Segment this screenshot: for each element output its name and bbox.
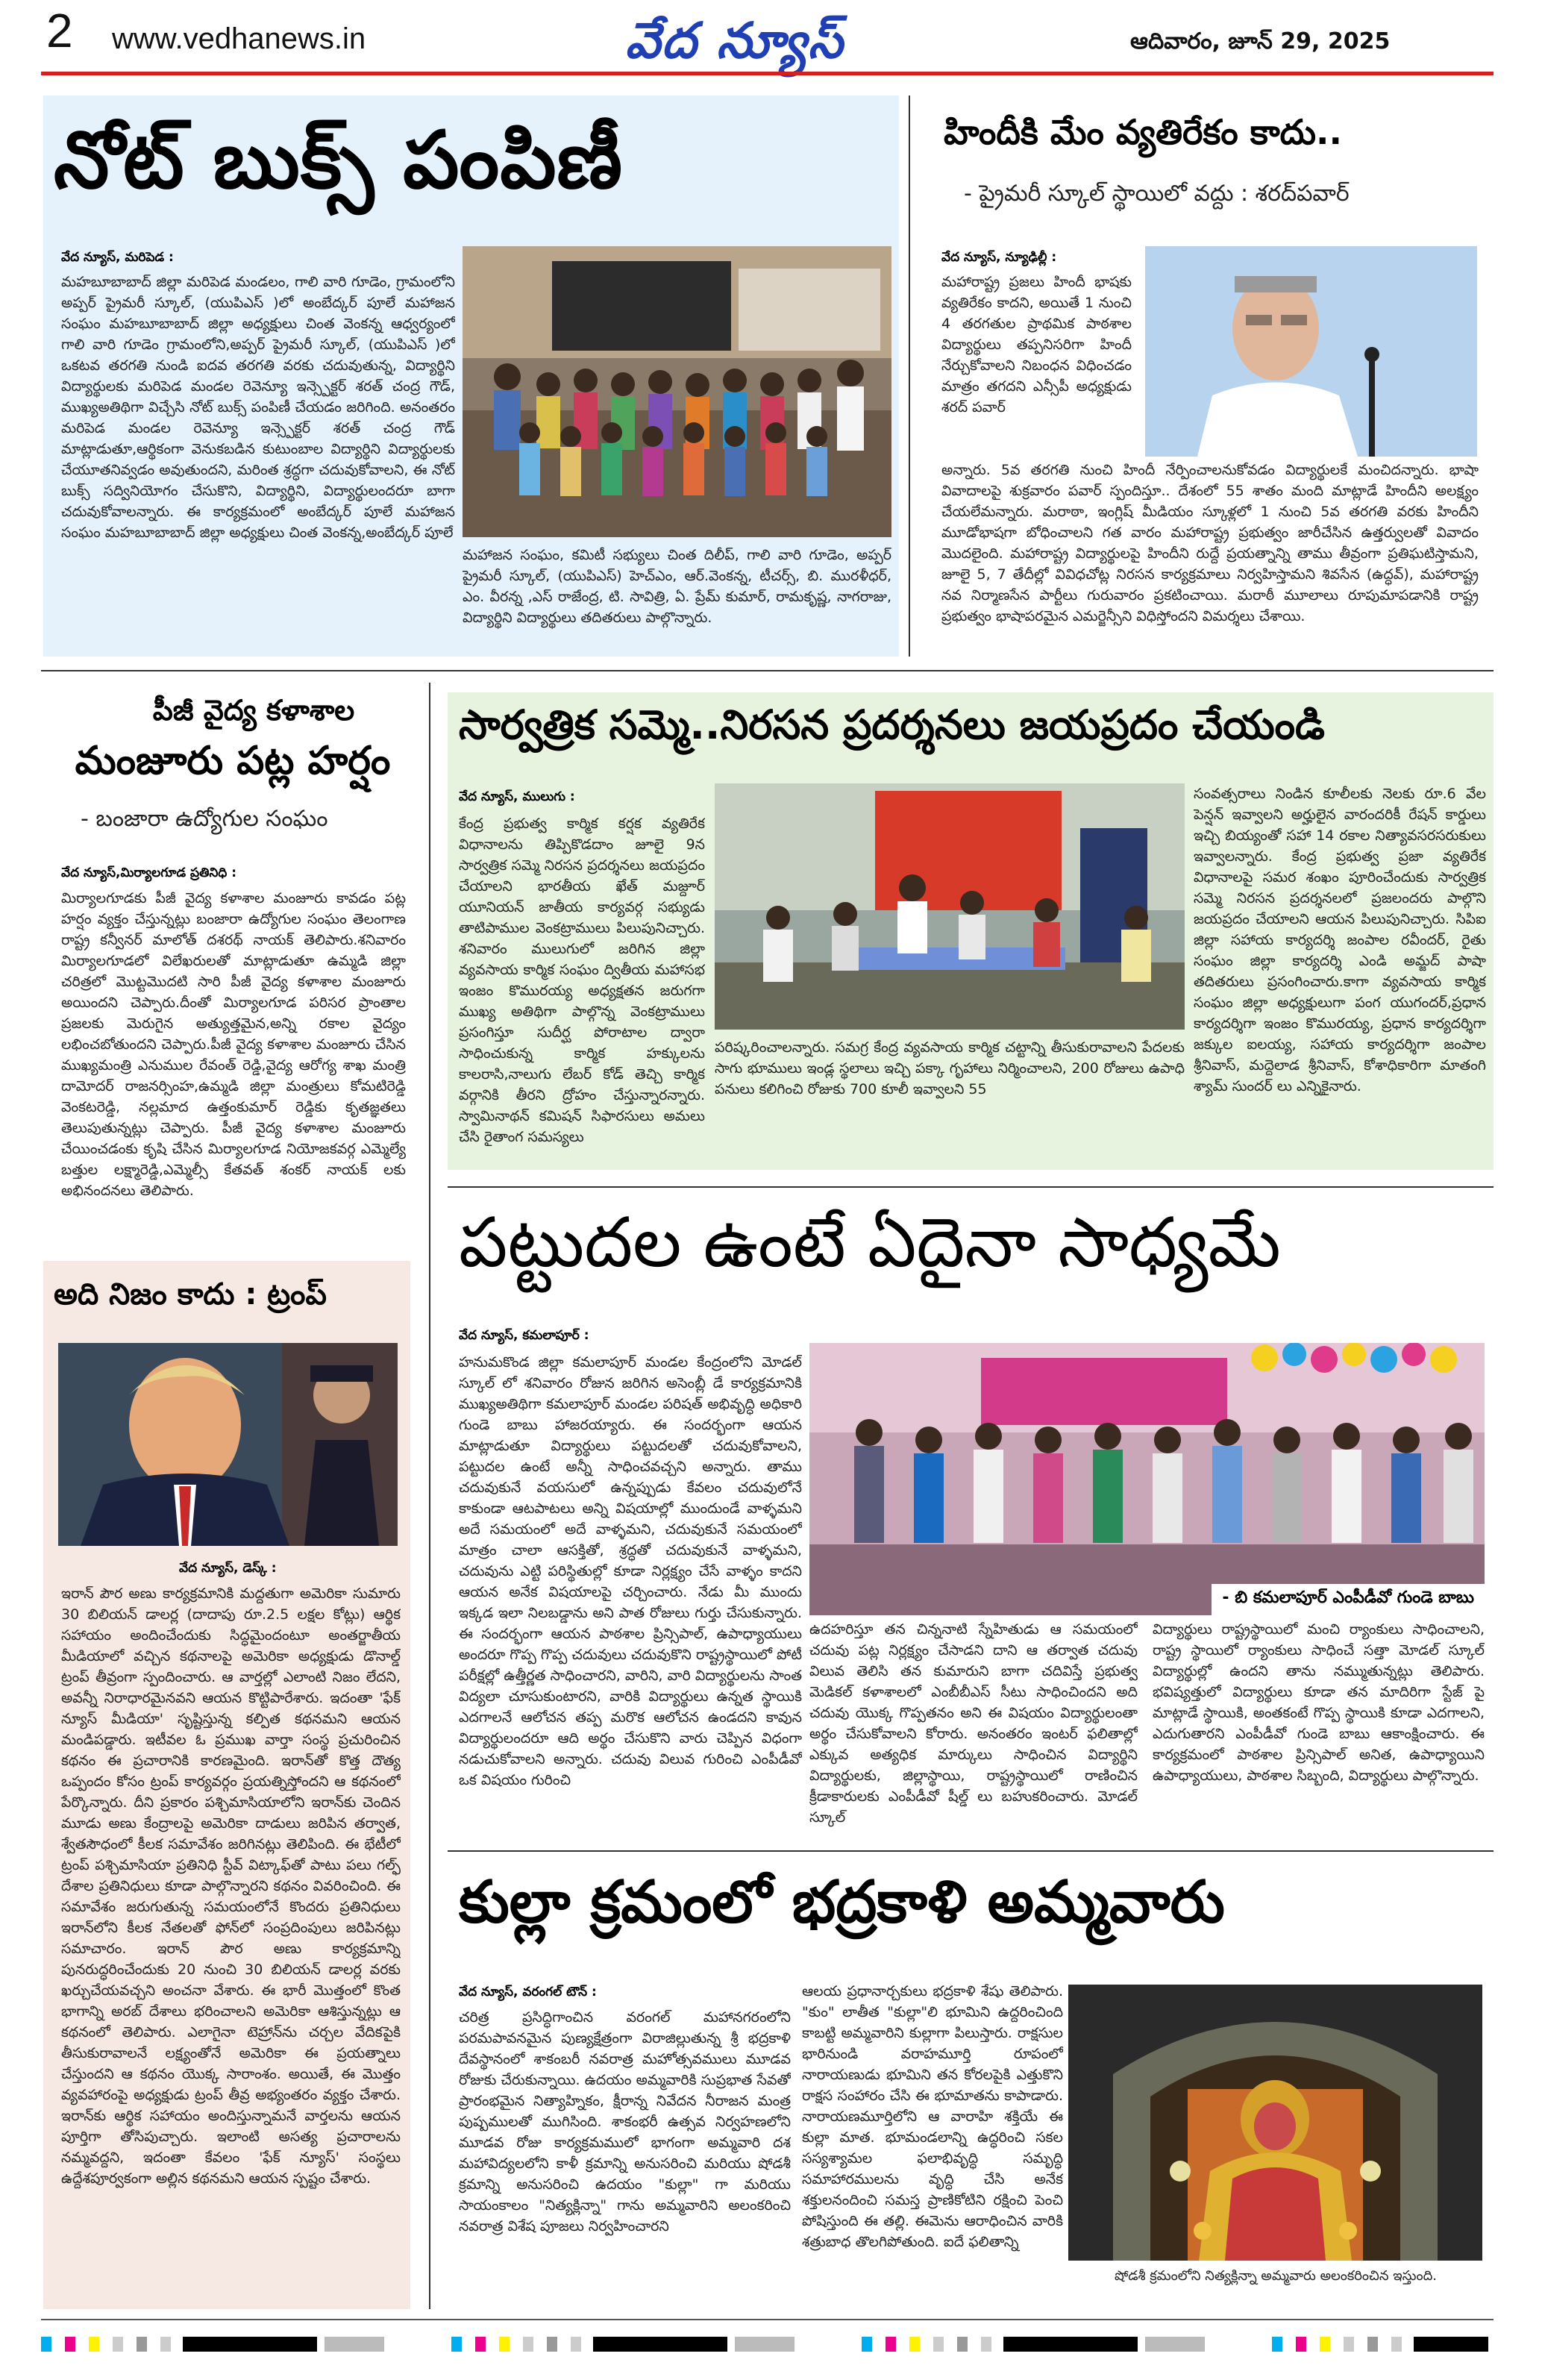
story-perseverance-headline: పట్టుదల ఉంటే ఏదైనా సాధ్యమే (459, 1203, 1281, 1283)
story-strike-dateline: వేద న్యూస్, ములుగు : (459, 789, 575, 804)
story-perseverance-body: హనుమకొండ జిల్లా కమలాపూర్ మండల కేంద్రంలోని మోడల్ స్కూల్ లో శనివారం రోజున జరిగిన అసెంబ్లీ డే కార్యక్రమానికి ముఖ్యఅతిథిగా కమలాపూర్ మండల పరిషత్ అభివృద్ధి అధికారి గుండె బాబు హాజరయ్యారు. ఈ సందర్భంగా ఆయన మాట్లాడుతూ విద్యార్థులు పట్టుదలతో చదువుకోవాలని, పట్టుదల ఉంటే అన్నీ సాధించవచ్చని అన్నారు. తాము చదువుకునే వయసులో ఉన్నప్పుడు కేవలం చదువులోనే కాకుండా ఆటపాటలు అన్ని విషయాల్లో ముందుండే వాళ్ళమని అదే సమయంలో అదే వాళ్ళమని, చదువుకునే సమయంలో మాత్రం చాలా ఆసక్తితో, శ్రద్ధతో చదువుకునే వాళ్ళమని, చదువును ఎట్టి పరిస్థితుల్లో కూడా నిర్లక్ష్యం చేసే వాళ్ళం కాదని ఆయన అనేక విషయాలపై చర్చించారు. నేడు మీ ముందు ఇక్కడ ఇలా నిలబడ్డాను అని పాత రోజులు గుర్తు చేసుకున్నారు. ఈ సందర్భంగా ఆయన పాఠశాల ప్రిన్సిపాల్, ఉపాధ్యాయులు అందరూ గొప్ప గొప్ప చదువులు చదువుకొని రాష్ట్రస్థాయిలో పోటీ పరీక్షల్లో ఉత్తీర్ణత సాధించారని, వారిని, వారి విద్యార్థులను సాంత విద్యలా చూసుకుంటారని, వారికి విద్యార్థులు ఉన్నత స్థాయికి ఎదగాలనే ఆలోచన తప్ప మరొక ఆలోచన ఉండదని కావున విద్యార్థులందరూ ఆది అర్థం చేసుకొని వారు చెప్పిన విధంగా నడుచుకోవాలని అన్నారు. చదువు విలువ గురించి ఎంపీడీవో ఒక విషయం గురించి (459, 1354, 802, 1788)
story-bhadrakali-dateline: వేద న్యూస్, వరంగల్ టౌన్ : (459, 1985, 597, 1999)
story-bhadrakali-body-mid: ఆలయ ప్రధానార్చకులు భద్రకాళి శేషు తెలిపారు. "కుం" లాతీత "కుల్లా"లి భూమిని ఉద్దరించింది కాబట్టి అమ్మవారిని కుల్లాగా పిలుస్తారు. రాక్షసుల భారినుండి వరాహమూర్తి రూపంలో నారాయణుడు భూమిని తన కోరలపైకి ఎత్తుకొని రాక్షస సంహారం చేసి ఈ భూమాతను కాపాడారు. నారాయణమూర్తిలోని ఆ వారాహి శక్తియే ఈ కుల్లా మాత. భూమండలాన్ని ఉద్ధరించి సకల సస్యశ్యామల ఫలాభివృద్ధి సమృద్ధి సమాహారములను వృద్ధి చేసి అనేక శక్తులనందించి సమస్త ప్రాణికోటిని రక్షించి పెంచి పోషిస్తుంది ఈ తల్లి. ఈమెను ఆరాధించిన వారికి శత్రుబాధ తొలగిపోతుంది. ఐదే ఫలితాన్ని (802, 1983, 1063, 2250)
story-strike-headline: సార్వత్రిక సమ్మె..నిరసన ప్రదర్శనలు జయప్రదం చేయండి (459, 701, 1326, 748)
strike-meeting-photo (715, 783, 1185, 1030)
story-strike-body: కేంద్ర ప్రభుత్వ కార్మిక కర్షక వ్యతిరేక విధానాలను తిప్పికొడదాం జూలై 9న సార్వత్రిక సమ్మె నిరసన ప్రదర్శనలు జయప్రదం చేయాలని భారతీయ ఖేత్ మజ్దూర్ యూనియన్ జాతీయ కార్యవర్గ సభ్యుడు తాటిపాముల వెంకట్రాములు పిలుపునిచ్చారు. శనివారం ములుగులో జరిగిన జిల్లా వ్యవసాయ కార్మిక సంఘం ద్వితీయ మహాసభ ఇంజం కొమురయ్య అధ్యక్షతన జరుగగా ముఖ్య అతిథిగా పాల్గొన్న వెంకట్రాములు ప్రసంగిస్తూ సుదీర్ఘ పోరాటాల ద్వారా సాధించుకున్న కార్మిక హక్కులను కాలరాసి,నాలుగు లేబర్ కోడ్ తెచ్చి కార్మిక వర్గానికి తీరని ద్రోహం చేస్తున్నారన్నారు. స్వామినాథన్ కమిషన్ సిఫారసులు అమలు చేసి రైతాంగ సమస్యలు (459, 815, 705, 1145)
story-hindi-body-cont: అన్నారు. 5వ తరగతి నుంచి హిందీ నేర్పించాలనుకోవడం విద్యార్థులకే మంచిదన్నారు. భాషా వివాదాలపై శుక్రవారం పవార్ స్పందిస్తూ.. దేశంలో 55 శాతం మంది మాట్లాడే హిందీని అలక్ష్యం చేయలేమన్నారు. మరాఠా, ఇంగ్లిష్ మీడియం స్కూళ్లలో 1 నుంచి 5వ తరగతి వరకు హిందీని మూడోభాషగా బోధించాలని గత వారం మహారాష్ట్ర ప్రభుత్వం జారీచేసిన ఉత్తర్వులతో వివాదం మొదలైంది. మహారాష్ట్ర విద్యార్థులపై హిందీని రుద్దే ప్రయత్నాన్ని తాము తీవ్రంగా ప్రతిఘటిస్తామని, జూలై 5, 7 తేదీల్లో వివిధచోట్ల నిరసన కార్యక్రమాలు నిర్వహిస్తామని శివసేన (ఉద్ధవ్), మహారాష్ట్ర నవ నిర్మాణసేన పార్టీలు గురువారం ప్రకటించాయి. మరాఠీ మూలాలు రూపుమాపడానికి రాష్ట్ర ప్రభుత్వం భాషాపరమైన ఎమర్జెన్సీని విధిస్తోందని విమర్శలు చేశాయి. (941, 462, 1479, 624)
story-hindi-headline: హిందీకి మేం వ్యతిరేకం కాదు.. (944, 112, 1342, 152)
story-pg-subhead: - బంజారా ఉద్యోగుల సంఘం (81, 806, 328, 832)
registration-strip (41, 2335, 1494, 2355)
story-hindi-subhead: - ప్రైమరీ స్కూల్ స్థాయిలో వద్దు : శరద్‌పవార్ (964, 181, 1350, 207)
mpdo-photo-caption: - బి కమలాపూర్ ఎంపీడీవో గుండె బాబు (1212, 1584, 1485, 1615)
story-perseverance-dateline: వేద న్యూస్, కమలాపూర్ : (459, 1328, 589, 1343)
footer-rule (41, 2319, 1494, 2320)
section-rule-1 (41, 670, 1494, 671)
story-strike-body-mid: పరిష్కరించాలన్నారు. సమగ్ర కేంద్ర వ్యవసాయ కార్మిక చట్టాన్ని తీసుకురావాలని పేదలకు సాగు భూములు ఇండ్ల స్థలాలు ఇచ్చి పక్కా గృహాలు నిర్మించాలని, 200 రోజులు ఉపాధి పనులు కలిగించి రోజుకు 700 కూలీ ఇవ్వాలని 55 (715, 1039, 1185, 1097)
story-trump-dateline: వేద న్యూస్, డెస్క్ : (179, 1561, 277, 1576)
students-with-notebooks-photo (463, 246, 891, 537)
story-notebooks-body: మహబూబాబాద్ జిల్లా మరిపెడ మండలం, గాలి వారి గూడెం, గ్రామంలోని అప్పర్ ప్రైమరీ స్కూల్, (యుపిఎస్ )లో అంబేద్కర్ పూలే మహాజన సంఘం మహబూబాబాద్ జిల్లా అధ్యక్షులు చింత వెంకన్న ఆధ్వర్యంలో గాలి వారి గూడెం గ్రామంలోని,అప్పర్ ప్రైమరీ స్కూల్, (యుపిఎస్ )లో ఒకటవ తరగతి నుండి ఐదవ తరగతి వరకు చదువుతున్న, విద్యార్థిని విద్యార్థులకు మరిపెడ మండల రెవెన్యూ ఇన్స్పెక్టర్ శరత్ చంద్ర గౌడ్, ముఖ్యఅతిథిగా విచ్చేసి నోట్ బుక్స్ పంపిణీ చేయడం జరిగింది. అనంతరం మరిపెడ మండల రెవెన్యూ ఇన్స్పెక్టర్ శరత్ చంద్ర గౌడ్ మాట్లాడుతూ,ఆర్థికంగా వెనుకబడిన కుటుంబాల విద్యార్థిని విద్యార్థులకు చేయూతనివ్వడం అవుతుందని, మరింత శ్రద్ధగా చదువుకోవాలని, ఈ నోట్ బుక్స్ సద్వినియోగం చేసుకొని, విద్యార్థిని, విద్యార్థులందరూ బాగా చదువుకోవాలన్నారు. ఈ కార్యక్రమంలో అంబేద్కర్ పూలే మహాజన సంఘం మహబూబాబాద్ జిల్లా అధ్యక్షులు చింత వెంకన్న,అంబేద్కర్ పూలే (61, 274, 455, 541)
story-pg-headline: మంజూరు పట్ల హర్షం (75, 739, 391, 783)
story-hindi-dateline: వేద న్యూస్, న్యూఢిల్లీ : (941, 250, 1057, 265)
story-notebooks-body-cont: మహాజన సంఘం, కమిటీ సభ్యులు చింత దిలీప్, గాలి వారి గూడెం, అప్పర్ ప్రైమరీ స్కూల్, (యుపిఎస్) హెచ్ఎం, ఆర్.వెంకన్న, టీచర్స్, బి. మురళీధర్, ఎం. వీరన్న ,ఎస్ రాజేంద్ర, టి. సావిత్రి, ఏ. ప్రేమ్ కుమార్, రామకృష్ణ, నాగరాజు, విద్యార్థిని విద్యార్థులు తదితరులు పాల్గొన్నారు. (463, 547, 891, 626)
sharad-pawar-photo (1145, 246, 1477, 457)
trump-photo (58, 1343, 398, 1546)
mpdo-school-event-photo (809, 1343, 1485, 1615)
story-pg-dateline: వేద న్యూస్,మిర్యాలగూడ ప్రతినిధి : (61, 865, 237, 880)
story-strike-body-right: సంవత్సరాలు నిండిన కూలీలకు నెలకు రూ.6 వేల పెన్షన్ ఇవ్వాలని అర్హులైన వారందరికీ రేషన్ కార్డులు ఇచ్చి బియ్యంతో సహా 14 రకాల నిత్యావసరసరుకులు ఇవ్వాలన్నారు. కేంద్ర ప్రభుత్వ ప్రజా వ్యతిరేక విధానాలపై సమర శంఖం పూరించేందుకు సార్వత్రిక సమ్మె నిరసన ప్రదర్శనలలో ప్రజలందరు పాల్గొని జయప్రదం చేయాలని ఆయన పిలుపునిచ్చారు. సిపిఐ జిల్లా సహాయ కార్యదర్శి జంపాల రవీందర్, రైతు సంఘం జిల్లా కార్యదర్శి ఎండి అమ్జద్ పాషా తదితరులు ప్రసంగించారు.కాగా వ్యవసాయ కార్మిక సంఘం జిల్లా అధ్యక్షులుగా పంగ యుగందర్,ప్రధాన కార్యదర్శిగా ఇంజం కొమురయ్య, ప్రధాన కార్యదర్శిగా జక్కుల ఐలయ్య, సహాయ కార్యదర్శిగా జంపాల శ్రీనివాస్, మద్దెలాడ శ్రీనివాస్, కోశాధికారిగా మాతంగి శ్యామ్ సుందర్ లు ఎన్నికైనారు. (1194, 786, 1486, 1095)
website-link[interactable]: www.vedhanews.in (112, 22, 366, 55)
story-bhadrakali-body: చరిత్ర ప్రసిద్ధిగాంచిన వరంగల్ మహానగరంలోని పరమపావనమైన పుణ్యక్షేత్రంగా విరాజిల్లుతున్న శ్రీ భద్రకాళి దేవస్థానంలో శాకంబరీ నవరాత్ర మహోత్సవములు మూడవ రోజుకు చేరుకున్నాయి. ఉదయం అమ్మవారికి సుప్రభాత సేవతో ప్రారంభమైన నిత్యాహ్నికం, క్షీరాన్న నివేదన నీరాజన మంత్ర పుష్పములతో ముగిసింది. శాకంభరీ ఉత్సవ నిర్వహణలోని మూడవ రోజు కార్యక్రమములో భాగంగా అమ్మవారి దశ మహావిద్యలలోని కాళీ క్రమాన్ని అనుసరించి మరియు షోడశీ క్రమాన్ని అనుసరించి ఉదయం "కుల్లా" గా మరియు సాయంకాలం "నిత్యక్లిన్నా" గాను అమ్మవారిని అలంకరించి నవరాత్ర విశేష పూజలు నిర్వహించారని (459, 2009, 791, 2235)
bhadrakali-goddess-photo (1068, 1985, 1482, 2261)
story-perseverance-body-right: విద్యార్థులు రాష్ట్రస్థాయిలో మంచి ర్యాంకులు సాధించాలని, రాష్ట్ర స్థాయిలో ర్యాంకులు సాధించే సత్తా మోడల్ స్కూల్ విద్యార్థుల్లో ఉందని తాను నమ్ముతున్నట్లు తెలిపారు. భవిష్యత్తులో విద్యార్థులు కూడా తన మాదిరిగా స్టేజ్ పై మాట్లాడే స్థాయికి, అంతకంటే గొప్ప స్థాయికి కూడా ఎదగాలని, ఎదుగుతారని ఎంపీడీవో గుండె బాబు ఆకాంక్షించారు. ఈ కార్యక్రమంలో పాఠశాల ప్రిన్సిపాల్ అనిత, ఉపాధ్యాయిని ఉపాధ్యాయులు, పాఠశాల సిబ్బంది, విద్యార్థులు పాల్గొన్నారు. (1153, 1621, 1485, 1784)
story-hindi-body: మహారాష్ట్ర ప్రజలు హిందీ భాషకు వ్యతిరేకం కాదని, అయితే 1 నుంచి 4 తరగతుల ప్రాథమిక పాఠశాల విద్యార్థులు తప్పనిసరిగా హిందీ నేర్చుకోవాలని నిబంధన విధించడం మాత్రం తగదని ఎన్సీపీ అధ్యక్షుడు శరద్ పవార్ (941, 274, 1132, 416)
story-notebooks-headline: నోట్ బుక్స్ పంపిణీ (54, 114, 624, 206)
column-divider-mid (429, 683, 430, 2309)
section-rule-2 (448, 1186, 1494, 1188)
section-rule-3 (448, 1850, 1494, 1852)
story-pg-body: మిర్యాలగూడకు పీజీ వైద్య కళాశాల మంజూరు కావడం పట్ల హర్షం వ్యక్తం చేస్తున్నట్లు బంజారా ఉద్యోగుల సంఘం తెలంగాణ రాష్ట్ర కన్వీనర్ మాలోత్ దశరథ్ నాయక్ తెలిపారు.శనివారం మిర్యాలగూడలో విలేఖరులతో మాట్లాడుతూ ఉమ్మడి జిల్లా చరిత్రలో మొట్టమొదటి సారి పీజీ వైద్య కళాశాల మంజూరు అయిందని చెప్పారు.దీంతో మిర్యాలగూడ పరిసర ప్రాంతాల ప్రజలకు మెరుగైన అత్యుత్తమైన,అన్ని రకాల వైద్యం లభించబోతుందని చెప్పారు.పీజీ వైద్య కళాశాల మంజూరు చేసిన ముఖ్యమంత్రి ఎనుముల రేవంత్ రెడ్డి,వైద్య ఆరోగ్య శాఖ మంత్రి దామోదర్ రాజనర్సింహ,ఉమ్మడి జిల్లా మంత్రులు కోమటిరెడ్డి వెంకటరెడ్డి, నల్లమాద ఉత్తంకుమార్ రెడ్డికు కృతజ్ఞతలు తెలుపుతున్నట్లు చెప్పారు. పీజీ వైద్య కళాశాల మంజూరు చేయించడంకు కృషి చేసిన మిర్యాలగూడ నియోజకవర్గ ఎమ్మెల్యే బత్తుల లక్ష్మారెడ్డి,ఎమ్మెల్సీ కేతవత్ శంకర్ నాయక్ లకు అభినందనలు తెలిపారు. (61, 890, 406, 1199)
column-divider-top (909, 95, 910, 657)
story-notebooks-dateline: వేద న్యూస్, మరిపెడ : (61, 250, 174, 265)
story-pg-kicker: పీజీ వైద్య కళాశాల (152, 694, 355, 727)
issue-date: ఆదివారం, జూన్ 29, 2025 (1130, 28, 1391, 54)
page-number: 2 (46, 4, 73, 57)
header-rule (41, 72, 1494, 75)
story-bhadrakali-headline: కుల్లా క్రమంలో భద్రకాళి అమ్మవారు (459, 1869, 1225, 1936)
story-trump-body: ఇరాన్ పౌర అణు కార్యక్రమానికి మద్దతుగా అమెరికా సుమారు 30 బిలియన్ డాలర్ల (దాదాపు రూ.2.5 లక్షల కోట్లు) ఆర్థిక సహాయం అందించేందుకు సిద్ధమైందంటూ అంతర్జాతీయ మీడియాలో వచ్చిన కథనాలపై అమెరికా అధ్యక్షుడు డొనాల్డ్ ట్రంప్ తీవ్రంగా స్పందించారు. ఆ వార్తల్లో ఎలాంటి నిజం లేదని, అవన్నీ నిరాధారమైనవని ఆయన కొట్టిపారేశారు. ఇదంతా 'ఫేక్ న్యూస్ మీడియా' సృష్టిస్తున్న కల్పిత కథనమని ఆయన మండిపడ్డారు. ఇటీవల ఓ ప్రముఖ వార్తా సంస్థ ప్రచురించిన కథనం ఈ ప్రచారానికి కారణమైంది. ఇరాన్‌తో కొత్త దౌత్య ఒప్పందం కోసం ట్రంప్ కార్యవర్గం ప్రయత్నిస్తోందని ఆ కథనంలో పేర్కొన్నారు. దీని ప్రకారం పశ్చిమాసియాలోని ఇరాన్‌కు చెందిన మూడు అణు కేంద్రాలపై అమెరికా దాడులు జరిపిన తర్వాత, శ్వేతసౌధంలో కీలక సమావేశం జరిగినట్లు తెలిపింది. ఈ భేటీలో ట్రంప్ పశ్చిమాసియా ప్రతినిధి స్టీవ్ విట్కాఫ్‌తో పాటు పలు గల్ఫ్ దేశాల ప్రతినిధులు కూడా పాల్గొన్నారని కథనం వివరించింది. ఈ సమావేశం జరుగుతున్న సమయంలోనే కొందరు ప్రతినిధులు ఇరాన్‌లోని కీలక నేతలతో ఫోన్‌లో సంప్రదింపులు జరిపినట్లు సమాచారం. ఇరాన్ పౌర అణు కార్యక్రమాన్ని పునరుద్ధరించేందుకు 20 నుంచి 30 బిలియన్ డాలర్ల వరకు ఖర్చుచేయవచ్చని అంచనా వేశారు. ఈ భారీ మొత్తంలో కొంత భాగాన్ని అరబ్ దేశాలు భరించాలని అమెరికా ఆశిస్తున్నట్లు ఆ కథనంలో తెలిపారు. ఎలాగైనా టెహ్రాన్‌ను చర్చల వేదికపైకి తీసుకురావాలనే లక్ష్యంతోనే అమెరికా ఈ ప్రయత్నాలు చేస్తుందని ఆ కథనం యొక్క సారాంశం. అయితే, ఈ మొత్తం వ్యవహారంపై అధ్యక్షుడు ట్రంప్ తీవ్ర అభ్యంతరం వ్యక్తం చేశారు. ఇరాన్‌కు ఆర్థిక సహాయం అందిస్తున్నామనే వార్తలను ఆయన పూర్తిగా తోసిపుచ్చారు. ఇలాంటి అసత్య ప్రచారాలను నమ్మవద్దని, ఇదంతా కేవలం 'ఫేక్ న్యూస్' సంస్థలు ఉద్దేశపూర్వకంగా అల్లిన కథనమని ఆయన స్పష్టం చేశారు. (61, 1585, 401, 2187)
bhadrakali-photo-caption: షోడశీ క్రమంలోని నిత్యక్లిన్నా అమ్మవారు అలంకరించిన ఇస్తుంది. (1114, 2268, 1438, 2284)
story-perseverance-body-mid: ఉదహరిస్తూ తన చిన్ననాటి స్నేహితుడు ఆ సమయంలో చదువు పట్ల నిర్లక్ష్యం చేసాడని దాని ఆ తర్వాత చదువు విలువ తెలిసి తన కుమారుని బాగా చదివిస్తే ప్రభుత్వ మెడికల్ కళాశాలలో ఎంబీబీఎస్ సీటు సాధించిందని అది చదువు యొక్క గొప్పతనం అని ఈ విషయం విద్యార్థులంతా అర్థం చేసుకోవాలని కోరారు. అనంతరం ఇంటర్ ఫలితాల్లో ఎక్కువ అత్యధిక మార్కులు సాధించిన విద్యార్థిని విద్యార్థులకు, జిల్లాస్థాయి, రాష్ట్రస్థాయిలో రాణించిన క్రీడాకారులకు ఎంపీడీవో షీల్డ్ లు బహుకరించారు. మోడల్ స్కూల్ (809, 1621, 1138, 1826)
masthead-logo: వేద న్యూస్ (625, 12, 844, 69)
story-trump-headline: అది నిజం కాదు : ట్రంప్ (54, 1277, 327, 1312)
